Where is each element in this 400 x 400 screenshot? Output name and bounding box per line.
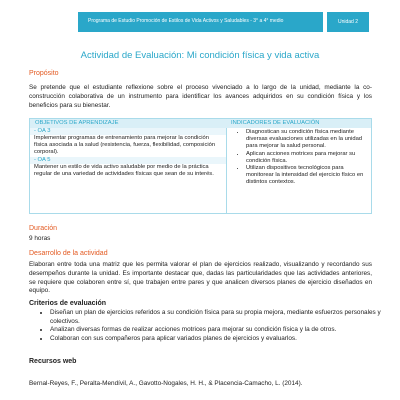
oa-text: Implementar programas de entrenamiento para mejorar la condición física asociada a la salud (resistencia, fuerza, flexibilidad, composición corporal). (34, 135, 216, 156)
desarrollo-label: Desarrollo de la actividad (29, 250, 108, 257)
criterios-list (36, 309, 386, 343)
objectives-column (30, 119, 227, 213)
indicator-item: • Utilizan dispositivos tecnológicos para monitorear la intensidad del ejercicio físico en distintos contextos. (246, 165, 367, 187)
desarrollo-text: Elaboran entre toda una matriz que les permita valorar el plan de ejercicios realizado, visualizando y recordando sus desempeños durante la unidad. Es importante destacar que, dadas las particularidades que las actividades anteriores, se requiere que colaboren entre sí, que trabajen entre pares y que analicen diversos planes de ejercicio diseñados en equipo. (29, 261, 372, 295)
recursos-label: Recursos web (29, 358, 77, 365)
reference-text: Bernal-Reyes, F., Peralta-Mendívil, A., Gavotto-Nogales, H. H., & Placencia-Camacho, L. (2014). (29, 380, 303, 387)
header-band (78, 12, 323, 32)
oa-text: Mantener un estilo de vida activo saludable por medio de la práctica regular de una variedad de actividades físicas que sean de su interés. (34, 163, 214, 177)
unit-badge: Unidad 2 (327, 12, 369, 32)
program-title: Programa de Estudio Promoción de Estilos de Vida Activos y Saludables - 3° a 4° medio (88, 18, 284, 24)
indicator-item: • Diagnostican su condición física mediante diversas evaluaciones utilizadas en la unidad para mejorar la salud personal. (246, 129, 367, 151)
objectives-header: OBJETIVOS DE APRENDIZAJE (30, 119, 226, 128)
duracion-label: Duración (29, 225, 58, 232)
oa-tag-label: OA 3 (37, 128, 51, 134)
proposito-label: Propósito (29, 70, 59, 77)
proposito-text: Se pretende que el estudiante reflexione sobre el proceso vivenciado a lo largo de la unidad, mediante la co-construcción colaborativa de un instrumento para identificar los avances adquiridos en su condición física y los beneficios para su bienestar. (29, 84, 372, 109)
oa-tag: - OA 3 (30, 128, 226, 135)
indicator-item: • Aplican acciones motrices para mejorar su condición física. (246, 151, 367, 165)
criterio-item: • Colaboran con sus compañeros para aplicar variados planes de ejercicios y evaluarlos. (50, 335, 386, 344)
duracion-value: 9 horas (29, 235, 51, 242)
indicators-header: INDICADORES DE EVALUACIÓN (226, 119, 371, 128)
criterio-item: • Analizan diversas formas de realizar acciones motrices para mejorar su condición física y la de otros. (50, 326, 386, 335)
indicators-column (226, 119, 371, 213)
criterio-item: • Diseñan un plan de ejercicios referidos a su condición física para su propia mejora, mediante esfuerzos personales y colectivos. (50, 309, 386, 326)
page-title: Actividad de Evaluación: Mi condición física y vida activa (80, 50, 320, 61)
header-bar (0, 12, 400, 32)
oa-tag-label: OA 5 (37, 156, 51, 163)
criterios-label: Criterios de evaluación (29, 300, 107, 307)
oa-tag: - OA 5 (30, 157, 226, 164)
indicators-list (226, 129, 371, 187)
objectives-table (29, 118, 372, 214)
